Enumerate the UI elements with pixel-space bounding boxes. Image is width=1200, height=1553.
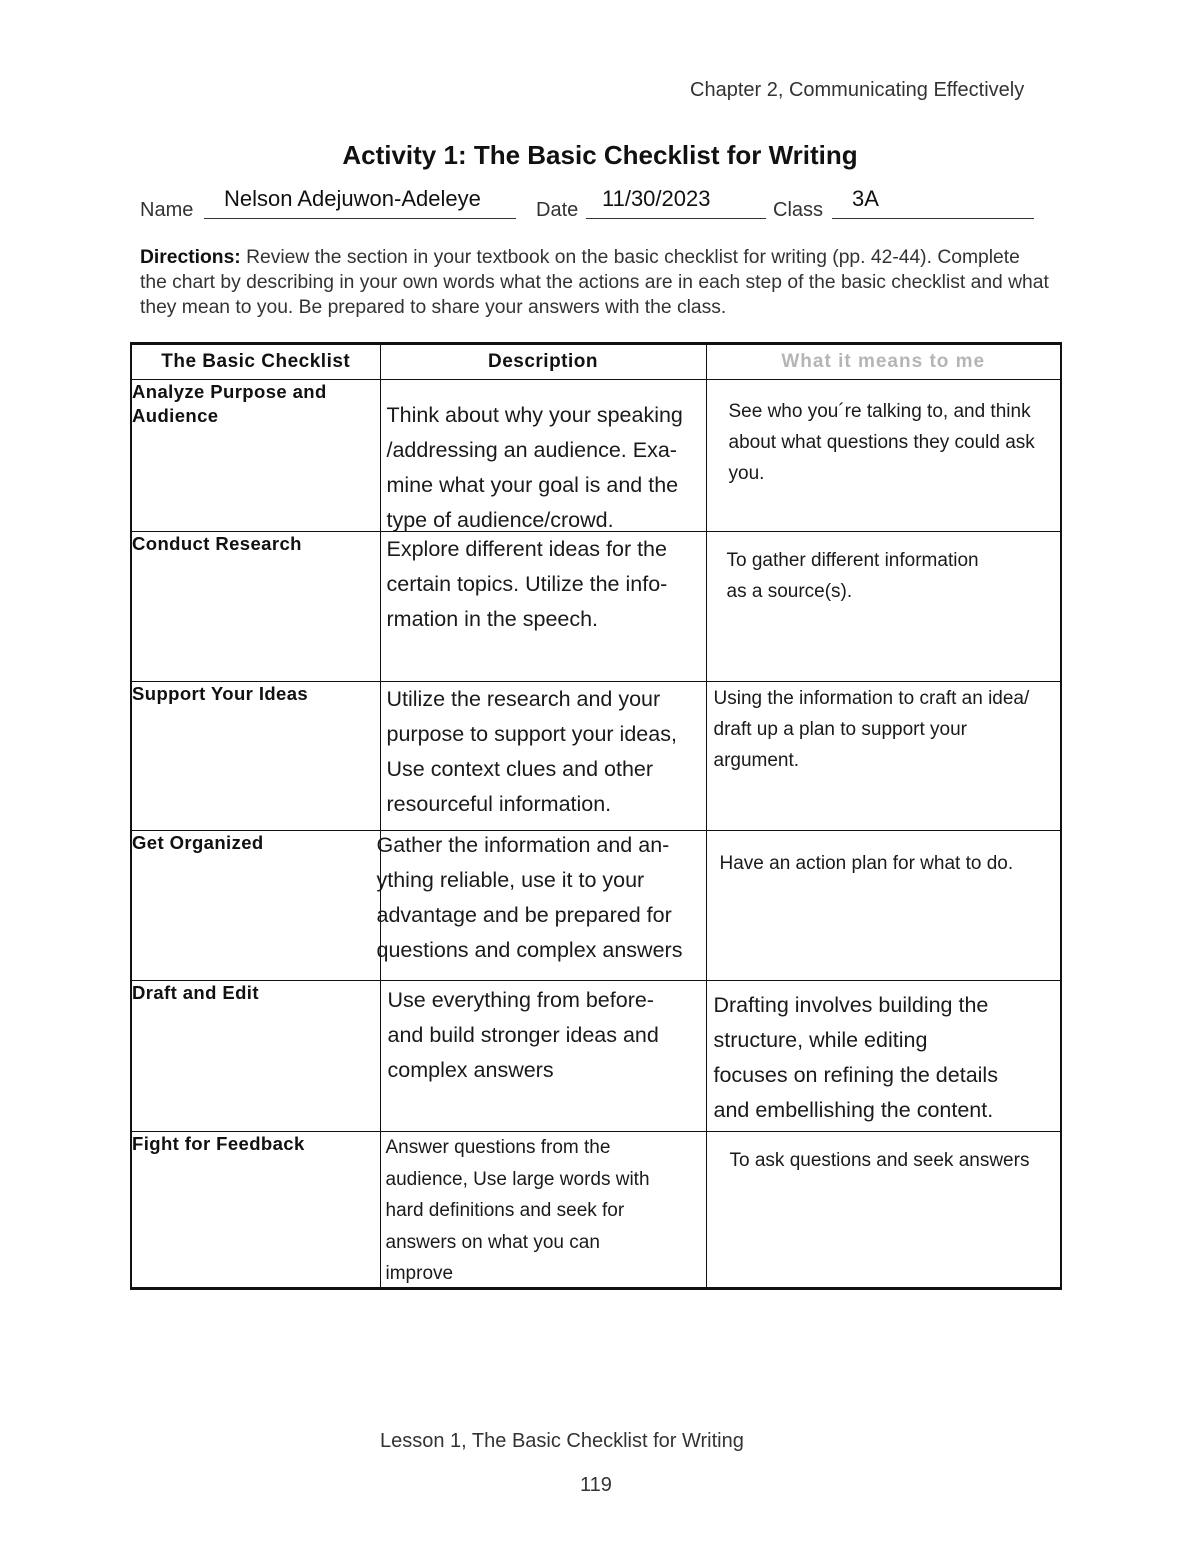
table-row bbox=[131, 1132, 1061, 1289]
meaning-cell[interactable]: Using the information to craft an idea/ draft up a plan to support your argument. bbox=[713, 688, 1030, 771]
step-label: Draft and Edit bbox=[131, 981, 380, 1132]
meaning-cell[interactable]: Have an action plan for what to do. bbox=[719, 853, 1014, 874]
name-value[interactable]: Nelson Adejuwon-Adeleye bbox=[224, 186, 481, 211]
student-info-line bbox=[140, 186, 1040, 226]
description-cell[interactable]: Use everything from before- and build stronger ideas and complex answers bbox=[387, 988, 659, 1082]
date-value[interactable]: 11/30/2023 bbox=[602, 186, 711, 211]
header-what-it-means: What it means to me bbox=[706, 344, 1061, 380]
meaning-cell[interactable]: To ask questions and seek answers bbox=[729, 1150, 1030, 1171]
directions-text: Review the section in your textbook on the basic checklist for writing (pp. 42-44). Complete the chart by describing in your own words what the actions are in each step of the basic checklist and what they mean to you. Be prepared to share your answers with the class. bbox=[140, 247, 1049, 318]
table-row bbox=[131, 532, 1061, 682]
description-cell[interactable]: Utilize the research and your purpose to support your ideas, Use context clues and other resourceful information. bbox=[386, 687, 677, 816]
checklist-table bbox=[130, 342, 1062, 1290]
header-basic-checklist: The Basic Checklist bbox=[131, 344, 380, 380]
header-description: Description bbox=[380, 344, 706, 380]
description-cell[interactable]: Think about why your speaking /addressing an audience. Exa- mine what your goal is and the type of audience/crowd. bbox=[386, 403, 683, 532]
step-label: Support Your Ideas bbox=[131, 682, 380, 831]
description-cell[interactable]: Gather the information and an- ything reliable, use it to your advantage and be prepared for questions and complex answers bbox=[376, 833, 683, 962]
page-number: 119 bbox=[580, 1474, 612, 1496]
table-row bbox=[131, 380, 1061, 532]
step-label: Conduct Research bbox=[131, 532, 380, 682]
class-underline bbox=[832, 218, 1034, 219]
description-cell[interactable]: Answer questions from the audience, Use large words with hard definitions and seek for answers on what you can improve bbox=[385, 1137, 650, 1284]
description-cell[interactable]: Explore different ideas for the certain topics. Utilize the info- rmation in the speech. bbox=[386, 537, 668, 631]
table-row bbox=[131, 831, 1061, 981]
step-label: Analyze Purpose and Audience bbox=[131, 380, 380, 532]
date-underline bbox=[586, 218, 766, 219]
step-label: Get Organized bbox=[131, 831, 380, 981]
class-label: Class bbox=[773, 199, 824, 221]
name-underline bbox=[204, 218, 516, 219]
directions bbox=[140, 245, 1050, 320]
date-label: Date bbox=[536, 199, 579, 221]
step-label: Fight for Feedback bbox=[131, 1132, 380, 1289]
meaning-cell[interactable]: Drafting involves building the structure, while editing focuses on refining the details and embellishing the content. bbox=[713, 993, 998, 1122]
directions-label: Directions: bbox=[140, 247, 241, 268]
meaning-cell[interactable]: To gather different information as a source(s). bbox=[726, 550, 979, 602]
footer-lesson: Lesson 1, The Basic Checklist for Writing bbox=[380, 1430, 744, 1452]
page-title: Activity 1: The Basic Checklist for Writing bbox=[342, 140, 858, 170]
name-label: Name bbox=[140, 199, 194, 221]
table-header-row bbox=[131, 344, 1061, 380]
meaning-cell[interactable]: See who you´re talking to, and think about what questions they could ask you. bbox=[728, 401, 1035, 484]
chapter-header: Chapter 2, Communicating Effectively bbox=[690, 79, 1025, 101]
class-value[interactable]: 3A bbox=[852, 186, 879, 211]
table-row bbox=[131, 981, 1061, 1132]
table-row bbox=[131, 682, 1061, 831]
